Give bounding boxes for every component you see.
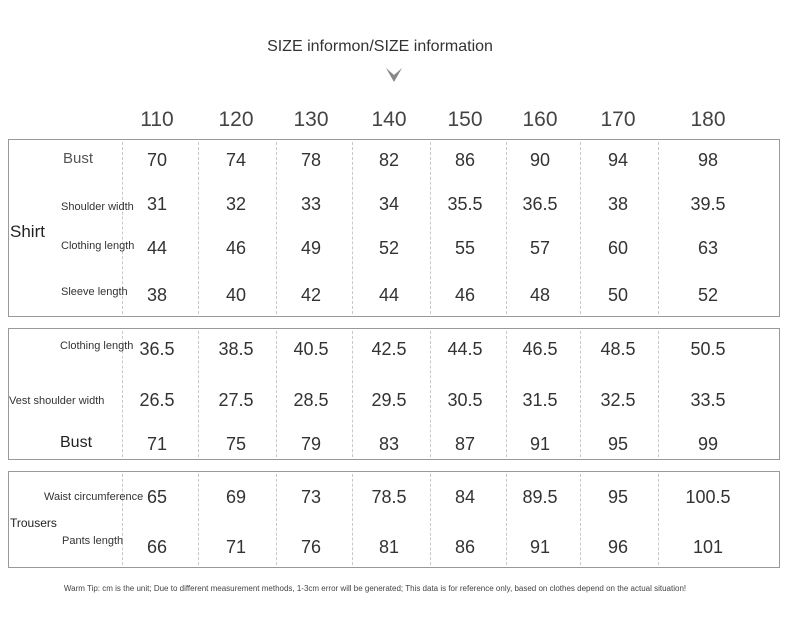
column-divider	[658, 474, 659, 565]
size-title: SIZE informon/SIZE information	[267, 38, 493, 55]
table-cell: 50.5	[690, 339, 726, 359]
table-cell: 91	[529, 434, 551, 454]
table-cell: 35.5	[447, 194, 483, 214]
column-divider	[198, 331, 199, 457]
table-cell: 101	[692, 537, 724, 557]
table-cell: 33.5	[690, 390, 726, 410]
table-cell: 83	[378, 434, 400, 454]
table-cell: 57	[529, 238, 551, 258]
table-cell: 50	[607, 285, 629, 305]
table-cell: 27.5	[218, 390, 254, 410]
table-cell: 48	[529, 285, 551, 305]
table-cell: 40	[225, 285, 247, 305]
table-cell: 70	[146, 150, 168, 170]
table-cell: 38.5	[218, 339, 254, 359]
table-cell: 82	[378, 150, 400, 170]
table-cell: 69	[225, 487, 247, 507]
table-cell: 96	[607, 537, 629, 557]
table-cell: 52	[697, 285, 719, 305]
table-cell: 31	[146, 194, 168, 214]
table-cell: 38	[146, 285, 168, 305]
table-cell: 66	[146, 537, 168, 557]
table-cell: 44	[378, 285, 400, 305]
table-cell: 98	[697, 150, 719, 170]
table-cell: 91	[529, 537, 551, 557]
table-cell: 89.5	[522, 487, 558, 507]
column-divider	[198, 474, 199, 565]
size-header-cell: 130	[293, 108, 329, 131]
table-cell: 33	[300, 194, 322, 214]
size-header-cell: 140	[371, 108, 407, 131]
table-cell: 34	[378, 194, 400, 214]
row-label: Waist circumference	[44, 491, 144, 503]
column-divider	[658, 142, 659, 314]
shirt-group-label: Shirt	[10, 222, 45, 241]
table-cell: 74	[225, 150, 247, 170]
table-cell: 87	[454, 434, 476, 454]
chevron-down-icon	[384, 66, 404, 84]
column-divider	[352, 474, 353, 565]
warm-tip: Warm Tip: cm is the unit; Due to different measurement methods, 1-3cm error will be generated; This data is for reference only, based on clothes depend on the actual situation!	[63, 584, 687, 593]
table-cell: 36.5	[139, 339, 175, 359]
trousers-group-label: Trousers	[10, 516, 57, 530]
table-cell: 100.5	[685, 487, 731, 507]
table-cell: 44	[146, 238, 168, 258]
row-label: Clothing length	[60, 340, 134, 352]
table-cell: 32	[225, 194, 247, 214]
column-divider	[658, 331, 659, 457]
table-cell: 26.5	[139, 390, 175, 410]
size-header-cell: 180	[690, 108, 726, 131]
table-cell: 52	[378, 238, 400, 258]
table-cell: 55	[454, 238, 476, 258]
column-divider	[580, 331, 581, 457]
table-cell: 30.5	[447, 390, 483, 410]
table-cell: 78.5	[371, 487, 407, 507]
row-label: Vest shoulder width	[9, 395, 105, 407]
table-cell: 95	[607, 434, 629, 454]
table-cell: 46	[225, 238, 247, 258]
row-label: Bust	[63, 150, 94, 167]
column-divider	[352, 331, 353, 457]
column-divider	[352, 142, 353, 314]
table-cell: 76	[300, 537, 322, 557]
size-header-cell: 110	[140, 108, 174, 131]
table-cell: 73	[300, 487, 322, 507]
table-cell: 99	[697, 434, 719, 454]
table-cell: 44.5	[447, 339, 483, 359]
size-header-cell: 120	[218, 108, 254, 131]
table-cell: 36.5	[522, 194, 558, 214]
table-cell: 63	[697, 238, 719, 258]
row-label: Sleeve length	[61, 286, 128, 298]
table-cell: 94	[607, 150, 629, 170]
table-cell: 79	[300, 434, 322, 454]
table-cell: 48.5	[600, 339, 636, 359]
size-header-cell: 160	[522, 108, 558, 131]
table-cell: 86	[454, 537, 476, 557]
table-cell: 71	[146, 434, 168, 454]
table-cell: 38	[607, 194, 629, 214]
table-cell: 29.5	[371, 390, 407, 410]
row-label: Shoulder width	[61, 201, 134, 213]
table-cell: 49	[300, 238, 322, 258]
column-divider	[580, 474, 581, 565]
table-cell: 65	[146, 487, 168, 507]
table-cell: 32.5	[600, 390, 636, 410]
table-cell: 81	[378, 537, 400, 557]
column-divider	[198, 142, 199, 314]
table-cell: 40.5	[293, 339, 329, 359]
row-label: Bust	[60, 434, 93, 451]
table-cell: 28.5	[293, 390, 329, 410]
row-label: Clothing length	[61, 240, 135, 252]
table-cell: 78	[300, 150, 322, 170]
table-cell: 95	[607, 487, 629, 507]
table-cell: 42.5	[371, 339, 407, 359]
table-cell: 84	[454, 487, 476, 507]
table-cell: 60	[607, 238, 629, 258]
table-cell: 90	[529, 150, 551, 170]
table-cell: 86	[454, 150, 476, 170]
table-cell: 75	[225, 434, 247, 454]
row-label: Pants length	[62, 535, 124, 547]
size-header-cell: 170	[600, 108, 636, 131]
table-cell: 46.5	[522, 339, 558, 359]
table-cell: 42	[300, 285, 322, 305]
column-divider	[580, 142, 581, 314]
size-header-cell: 150	[447, 108, 483, 131]
table-cell: 31.5	[522, 390, 558, 410]
table-cell: 39.5	[690, 194, 726, 214]
table-cell: 46	[454, 285, 476, 305]
table-cell: 71	[225, 537, 247, 557]
